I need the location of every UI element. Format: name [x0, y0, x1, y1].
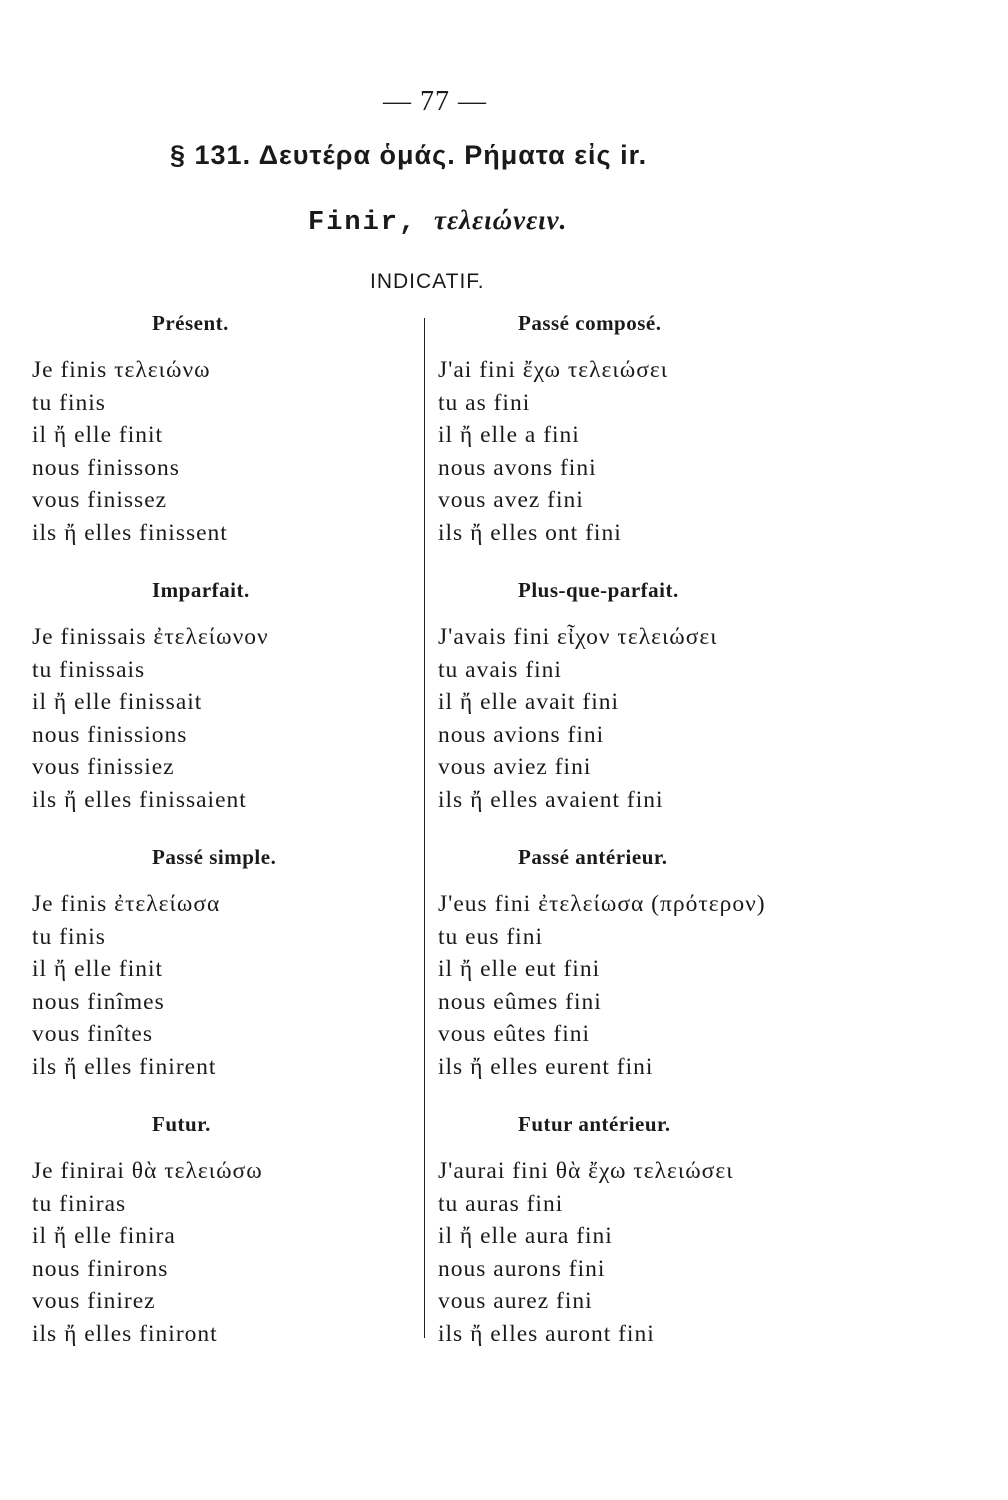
mood-heading: INDICATIF. [370, 270, 485, 293]
tense-title: Passé composé. [518, 311, 662, 335]
conjugation-line: il ἤ elle a fini [438, 422, 580, 448]
page-number: — 77 — [383, 86, 487, 117]
tense-block [438, 1109, 858, 1350]
conjugation-line: nous finissons [32, 454, 180, 481]
tense-title: Plus-que-parfait. [518, 578, 679, 602]
right-column [438, 308, 858, 1376]
conjugation-line: ils ἤ elles eurent fini [438, 1053, 654, 1080]
tense-block [32, 308, 412, 549]
conjugation-line: Je finis τελειώνω [32, 357, 211, 383]
tense-title: Futur antérieur. [518, 1112, 671, 1136]
conjugation-line: vous finîtes [32, 1021, 154, 1047]
conjugation-line: nous aurons fini [438, 1255, 606, 1282]
tense-block [438, 575, 858, 816]
conjugation-line: tu as fini [438, 389, 531, 416]
conjugation-line: ils ἤ elles auront fini [438, 1320, 655, 1347]
conjugation-line: nous finîmes [32, 988, 165, 1015]
conjugation-line: il ἤ elle finira [32, 1223, 176, 1249]
conjugation-line: ils ἤ elles avaient fini [438, 786, 664, 813]
tense-title: Passé simple. [152, 845, 277, 869]
tense-block [438, 308, 858, 549]
conjugation-line: tu finiras [32, 1190, 127, 1217]
tense-title: Présent. [152, 311, 229, 335]
tense-block [32, 1109, 412, 1350]
verb-title [308, 205, 567, 238]
conjugation-line: vous aurez fini [438, 1288, 593, 1314]
tense-block [438, 842, 858, 1083]
conjugation-line: Je finis ἐτελείωσα [32, 891, 221, 917]
conjugation-line: tu finis [32, 923, 106, 950]
conjugation-line: il ἤ elle finissait [32, 689, 203, 715]
conjugation-line: Je finirai θὰ τελειώσω [32, 1158, 263, 1184]
conjugation-line: vous eûtes fini [438, 1021, 591, 1047]
conjugation-line: nous finissions [32, 721, 188, 748]
verb-french: Finir, [308, 208, 418, 238]
conjugation-line: J'aurai fini θὰ ἔχω τελειώσει [438, 1158, 734, 1184]
conjugation-line: nous avions fini [438, 721, 605, 748]
conjugation-line: J'ai fini ἔχω τελειώσει [438, 357, 669, 383]
section-heading: § 131. Δευτέρα ὁμάς. Ρήματα εἰς ir. [170, 140, 648, 170]
conjugation-line: nous avons fini [438, 454, 597, 481]
tense-block [32, 575, 412, 816]
verb-greek: τελειώνειν. [433, 205, 568, 235]
conjugation-line: vous avez fini [438, 487, 584, 513]
conjugation-line: nous finirons [32, 1255, 169, 1282]
conjugation-line: tu auras fini [438, 1190, 564, 1217]
tense-title: Imparfait. [152, 578, 250, 602]
conjugation-line: ils ἤ elles finissaient [32, 786, 247, 813]
conjugation-line: tu eus fini [438, 923, 543, 950]
conjugation-line: ils ἤ elles finirent [32, 1053, 217, 1080]
conjugation-line: J'eus fini ἐτελείωσα (πρότερον) [438, 891, 766, 917]
conjugation-line: il ἤ elle aura fini [438, 1223, 613, 1249]
conjugation-line: vous finirez [32, 1288, 156, 1314]
conjugation-line: il ἤ elle eut fini [438, 956, 601, 982]
conjugation-line: tu avais fini [438, 656, 562, 683]
conjugation-line: Je finissais ἐτελείωνον [32, 624, 269, 650]
column-divider [424, 318, 425, 1338]
conjugation-line: il ἤ elle finit [32, 422, 164, 448]
conjugation-line: il ἤ elle avait fini [438, 689, 620, 715]
conjugation-line: ils ἤ elles ont fini [438, 519, 622, 546]
left-column [32, 308, 412, 1376]
tense-title: Passé antérieur. [518, 845, 668, 869]
conjugation-line: ils ἤ elles finiront [32, 1320, 218, 1347]
conjugation-line: J'avais fini εἶχον τελειώσει [438, 624, 718, 650]
conjugation-line: vous aviez fini [438, 754, 592, 780]
conjugation-line: vous finissez [32, 487, 168, 513]
conjugation-line: ils ἤ elles finissent [32, 519, 228, 546]
conjugation-line: nous eûmes fini [438, 988, 602, 1015]
conjugation-line: tu finis [32, 389, 106, 416]
tense-title: Futur. [152, 1112, 211, 1136]
conjugation-line: il ἤ elle finit [32, 956, 164, 982]
conjugation-line: tu finissais [32, 656, 146, 683]
tense-block [32, 842, 412, 1083]
conjugation-line: vous finissiez [32, 754, 175, 780]
